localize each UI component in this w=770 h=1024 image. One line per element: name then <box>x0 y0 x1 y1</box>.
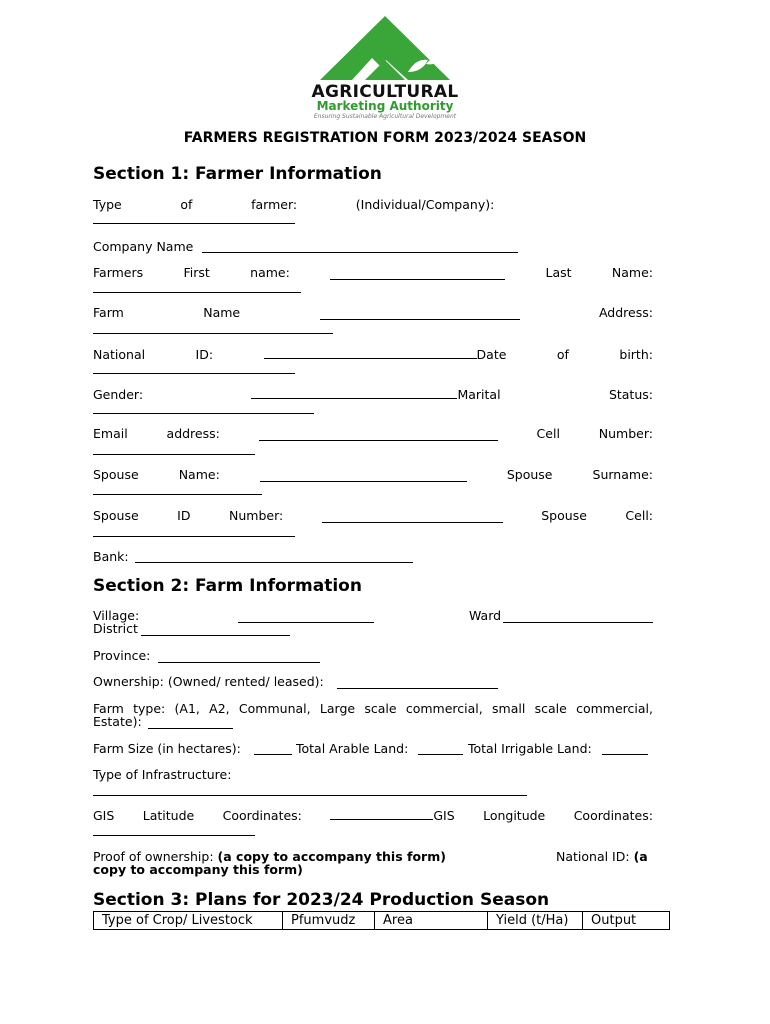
word: Marital <box>457 387 501 402</box>
word: GIS <box>433 808 455 823</box>
farm-row <box>93 305 653 320</box>
table-header-row <box>94 912 670 930</box>
gender-row <box>93 386 653 402</box>
ward-label: Ward <box>469 608 502 623</box>
district-field[interactable] <box>141 635 290 636</box>
word: Name: <box>611 265 653 280</box>
dob-field[interactable] <box>93 373 295 374</box>
word: of <box>180 197 193 212</box>
gis-row <box>93 807 653 823</box>
word: Type <box>93 197 122 212</box>
word: Spouse <box>541 508 587 523</box>
word: Coordinates: <box>222 808 302 823</box>
farmer-name-row <box>93 265 653 280</box>
spouse-cell-field[interactable] <box>93 536 295 537</box>
word: National <box>93 347 146 362</box>
farm-name-field[interactable] <box>320 307 520 320</box>
col-crop: Type of Crop/ Livestock <box>94 912 283 930</box>
irrigable-label: Total Irrigable Land: <box>468 741 592 756</box>
bank-label: Bank: <box>93 549 129 564</box>
gis-latitude-field[interactable] <box>330 807 433 820</box>
national-id-copy <box>556 849 648 864</box>
province-field[interactable] <box>158 662 320 663</box>
spouse-id-field[interactable] <box>322 510 503 523</box>
section2-heading: Section 2: Farm Information <box>93 576 362 596</box>
national-id-label: National ID: <box>556 849 630 864</box>
farm-type-label-cont: Estate): <box>93 714 142 729</box>
proof-note: (a copy to accompany this form) <box>217 849 446 864</box>
word: Coordinates: <box>573 808 653 823</box>
col-yield: Yield (t/Ha) <box>488 912 583 930</box>
word: Gender: <box>93 387 144 402</box>
farm-address-field[interactable] <box>93 333 333 334</box>
word: Number: <box>229 508 284 523</box>
section1-heading: Section 1: Farmer Information <box>93 164 382 184</box>
col-output: Output <box>583 912 670 930</box>
spouse-surname-field[interactable] <box>93 494 262 495</box>
province-label: Province: <box>93 648 151 663</box>
district-label: District <box>93 621 138 636</box>
word: Date <box>476 347 507 362</box>
national-id-row <box>93 346 653 362</box>
production-plan-table <box>93 911 670 930</box>
ward-field[interactable] <box>503 622 653 623</box>
word: (Individual/Company): <box>355 197 495 212</box>
farm-type-field[interactable] <box>148 728 233 729</box>
word: Latitude <box>142 808 195 823</box>
word: Longitude <box>483 808 546 823</box>
infrastructure-field[interactable] <box>93 795 527 796</box>
word: Cell: <box>625 508 653 523</box>
arable-label: Total Arable Land: <box>296 741 409 756</box>
marital-status-field[interactable] <box>93 413 314 414</box>
email-field[interactable] <box>259 428 498 441</box>
word: Name <box>203 305 241 320</box>
word: First <box>183 265 210 280</box>
copy-note: copy to accompany this form) <box>93 862 303 877</box>
word: Farm <box>93 305 124 320</box>
word: Spouse <box>93 508 139 523</box>
word: Status: <box>608 387 653 402</box>
word: farmer: <box>251 197 298 212</box>
last-name-field[interactable] <box>93 292 301 293</box>
company-name-field[interactable] <box>202 252 518 253</box>
word: Cell <box>536 426 560 441</box>
farm-size-label: Farm Size (in hectares): <box>93 741 241 756</box>
ownership-label: Ownership: (Owned/ rented/ leased): <box>93 674 324 689</box>
village-label: Village: <box>93 608 140 623</box>
spouse-id-row <box>93 508 653 523</box>
section3-heading: Section 3: Plans for 2023/24 Production Season <box>93 890 550 910</box>
logo-tagline: Ensuring Sustainable Agricultural Development <box>313 113 457 120</box>
word: address: <box>166 426 220 441</box>
col-area: Area <box>375 912 488 930</box>
farmer-type-row <box>93 197 653 212</box>
word: Name: <box>178 467 220 482</box>
word: Address: <box>598 305 653 320</box>
logo-mark-icon <box>290 14 480 84</box>
proof-label: Proof of ownership: <box>93 849 214 864</box>
word: Spouse <box>506 467 553 482</box>
word: Spouse <box>93 467 139 482</box>
col-pfumvudza: Pfumvudz <box>283 912 375 930</box>
infrastructure-label: Type of Infrastructure: <box>93 767 232 782</box>
village-field[interactable] <box>238 622 374 623</box>
national-id-field[interactable] <box>264 346 477 359</box>
spouse-name-row <box>93 467 653 482</box>
farm-type-label: Farm type: (A1, A2, Communal, Large scale commercial, small scale commercial, <box>93 701 653 716</box>
gender-field[interactable] <box>251 386 457 399</box>
ownership-field[interactable] <box>337 688 498 689</box>
word: Number: <box>598 426 653 441</box>
farm-size-field[interactable] <box>254 754 292 755</box>
logo <box>290 14 480 118</box>
cell-number-field[interactable] <box>93 454 255 455</box>
word: GIS <box>93 808 115 823</box>
word: of <box>556 347 569 362</box>
word: Farmers <box>93 265 144 280</box>
arable-field[interactable] <box>418 754 463 755</box>
national-id-note: (a <box>633 849 648 864</box>
word: birth: <box>619 347 653 362</box>
gis-longitude-field[interactable] <box>93 835 255 836</box>
spouse-name-field[interactable] <box>260 469 467 482</box>
word: ID: <box>195 347 214 362</box>
logo-subtitle: Marketing Authority <box>316 99 454 113</box>
logo-title: AGRICULTURAL <box>311 82 459 102</box>
word: Surname: <box>592 467 653 482</box>
word: Email <box>93 426 128 441</box>
farmer-type-field[interactable] <box>93 223 295 224</box>
word: ID <box>177 508 191 523</box>
first-name-field[interactable] <box>330 267 505 280</box>
word: Last <box>545 265 572 280</box>
bank-field[interactable] <box>135 562 413 563</box>
word: name: <box>250 265 290 280</box>
form-title: FARMERS REGISTRATION FORM 2023/2024 SEASON <box>183 130 587 146</box>
company-name-label: Company Name <box>93 239 194 254</box>
irrigable-field[interactable] <box>602 754 648 755</box>
email-row <box>93 426 653 441</box>
